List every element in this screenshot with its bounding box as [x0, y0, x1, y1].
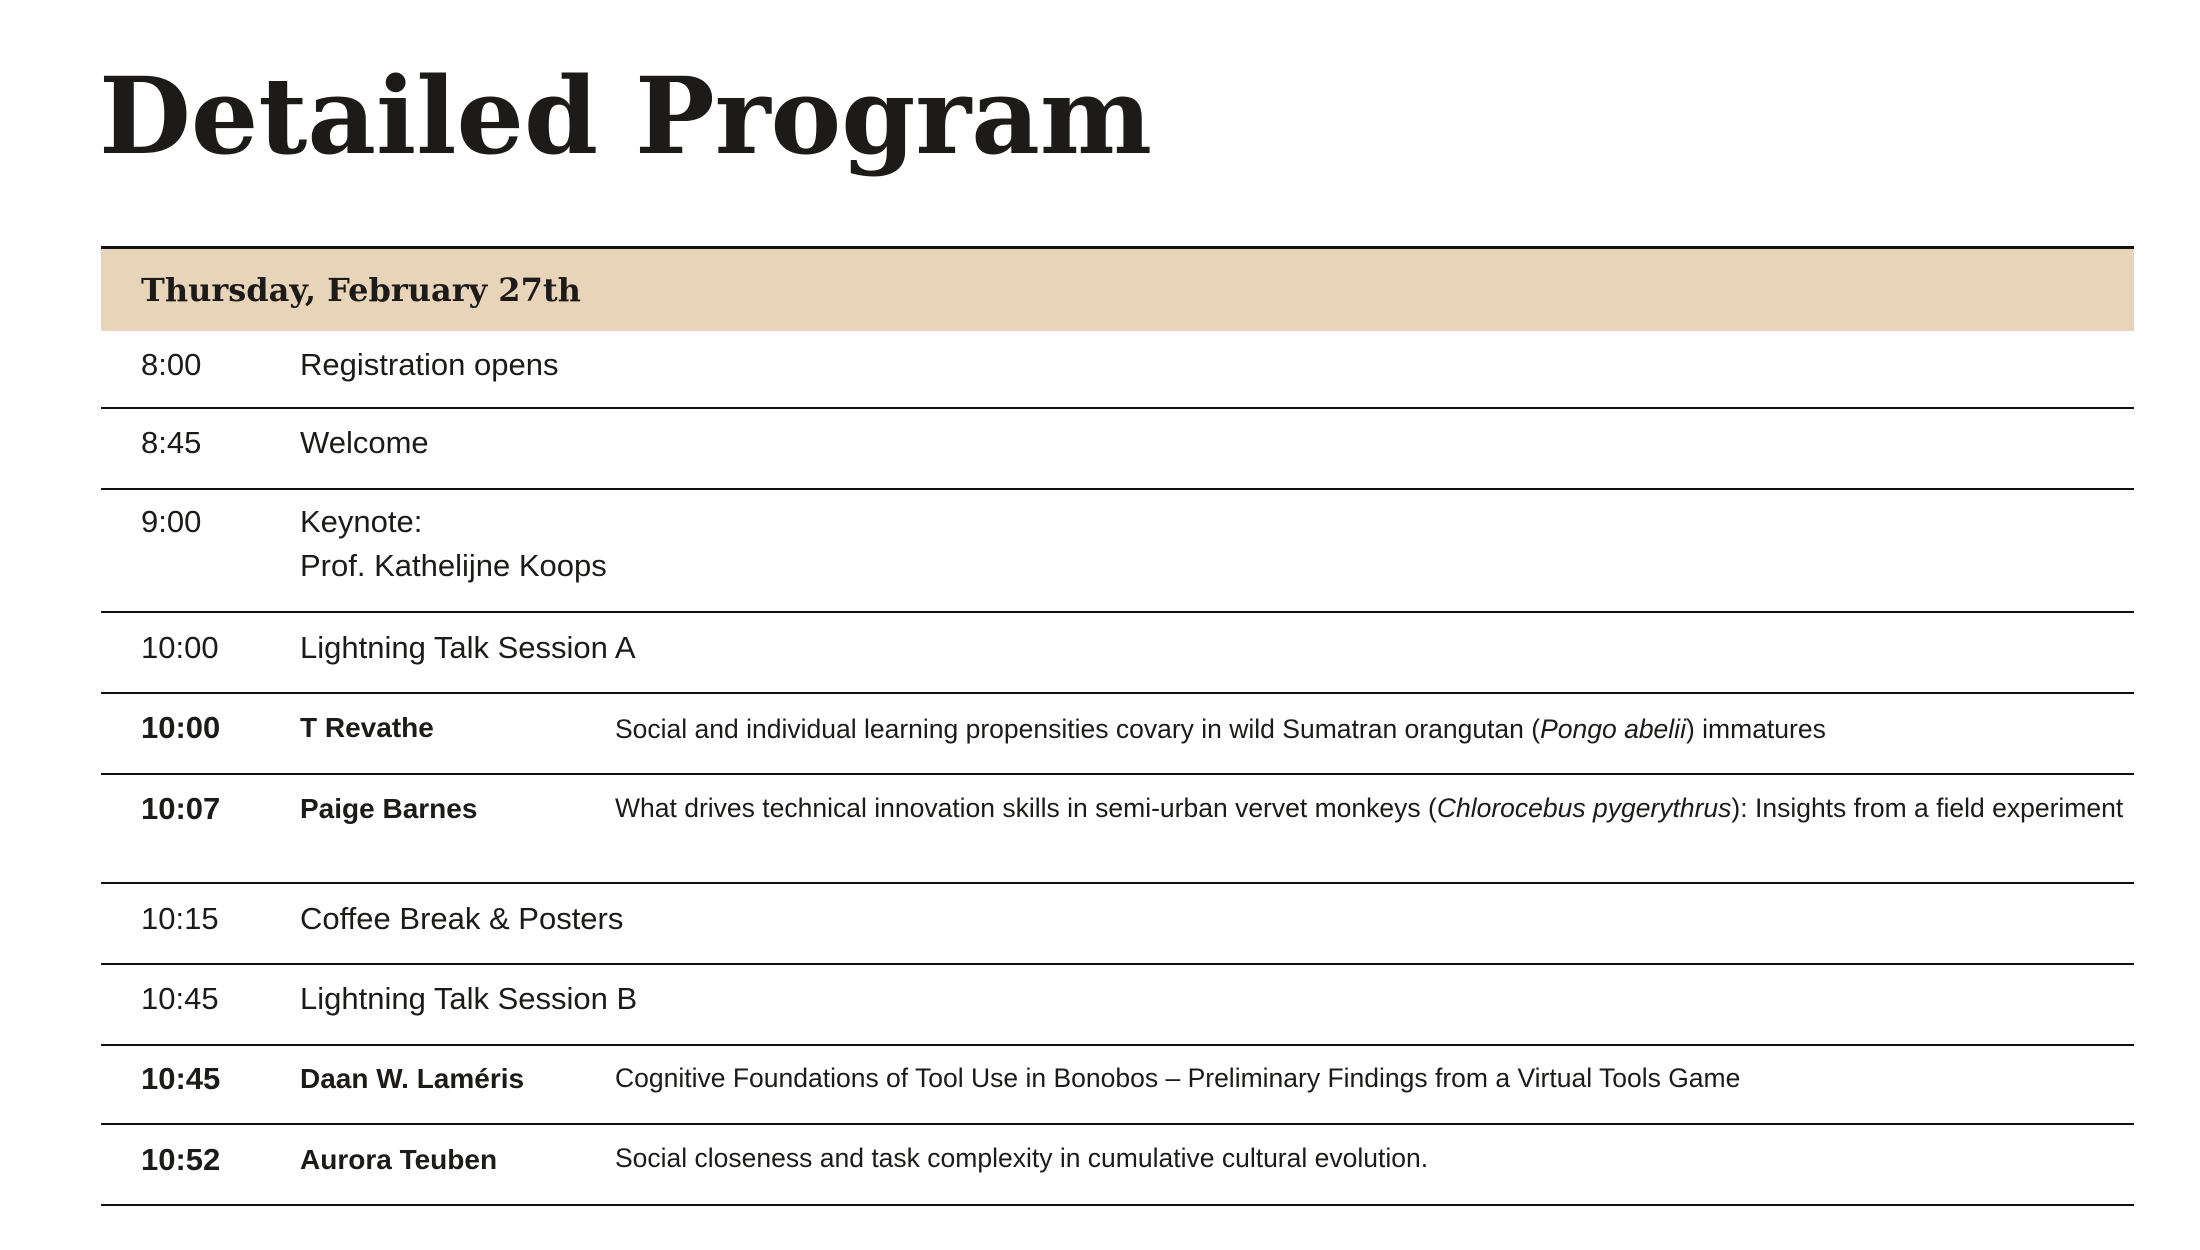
page-title: Detailed Program [99, 53, 1153, 178]
talk-row [101, 1125, 2134, 1206]
schedule-row [101, 884, 2134, 965]
row-time: 8:00 [141, 347, 202, 382]
talk-title: Social closeness and task complexity in cumulative cultural evolution. [615, 1143, 1429, 1173]
row-time: 8:45 [141, 425, 202, 460]
row-title: Coffee Break & Posters [300, 901, 624, 936]
species-name: Pongo abelii [1540, 714, 1686, 744]
row-time: 10:45 [141, 981, 219, 1016]
talk-title: Social and individual learning propensities covary in wild Sumatran orangutan (Pongo abelii) immatures [615, 714, 1826, 744]
row-title: Welcome [300, 425, 429, 460]
talk-row [101, 775, 2134, 884]
row-title: Registration opens [300, 347, 559, 382]
schedule-row [101, 409, 2134, 490]
row-time: 10:45 [141, 1061, 221, 1096]
talk-speaker: Daan W. Laméris [300, 1063, 525, 1094]
row-time: 10:00 [141, 710, 221, 745]
schedule-row [101, 613, 2134, 694]
talk-row [101, 1046, 2134, 1125]
talk-title: What drives technical innovation skills in semi-urban vervet monkeys (Chlorocebus pygerythrus): Insights from a field experiment [615, 793, 2124, 823]
schedule-row [101, 490, 2134, 613]
row-time: 9:00 [141, 504, 202, 539]
talk-speaker: T Revathe [300, 712, 434, 743]
day-header-label: Thursday, February 27th [141, 271, 581, 309]
keynote-speaker: Prof. Kathelijne Koops [300, 548, 607, 583]
row-title [300, 500, 607, 588]
row-title: Lightning Talk Session A [300, 630, 636, 665]
row-title: Lightning Talk Session B [300, 981, 638, 1016]
day-header [101, 249, 2134, 331]
species-name: Chlorocebus pygerythrus [1436, 793, 1732, 823]
row-time: 10:00 [141, 630, 219, 665]
talk-row [101, 694, 2134, 775]
schedule-row [101, 331, 2134, 409]
talk-title: Cognitive Foundations of Tool Use in Bonobos – Preliminary Findings from a Virtual Tools Game [615, 1063, 1741, 1093]
schedule-row [101, 965, 2134, 1046]
row-time: 10:07 [141, 791, 221, 826]
row-time: 10:15 [141, 901, 219, 936]
schedule-table [101, 246, 2134, 1206]
row-time: 10:52 [141, 1142, 221, 1177]
keynote-label: Keynote: [300, 504, 423, 539]
talk-speaker: Paige Barnes [300, 793, 478, 824]
talk-speaker: Aurora Teuben [300, 1144, 498, 1175]
